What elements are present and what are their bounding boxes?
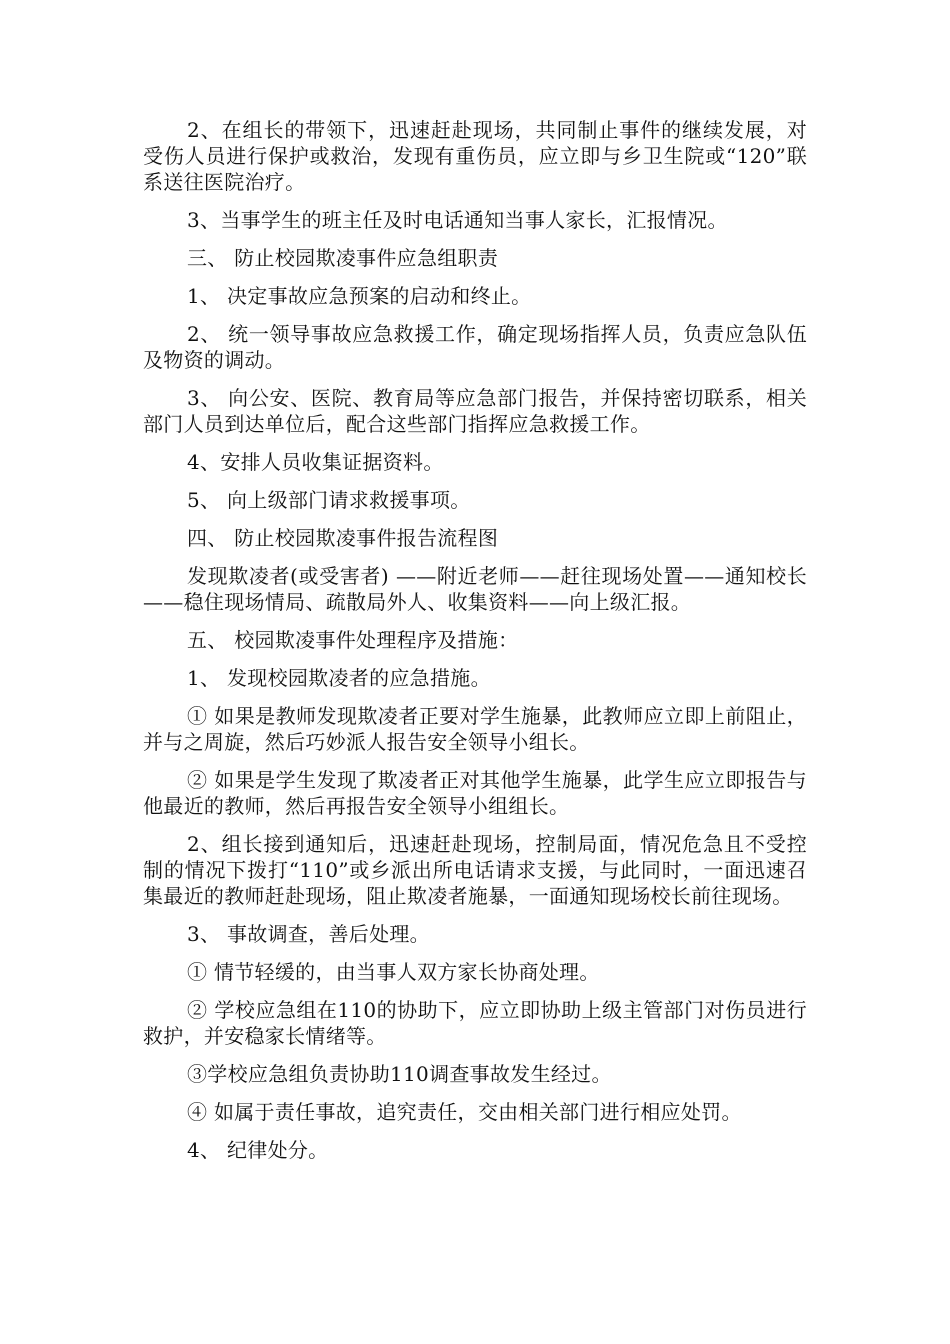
paragraph-21: 4、 纪律处分。 [187,1138,329,1162]
paragraph-5: 2、 统一领导事故应急救援工作，确定现场指挥人员，负责应急队伍及物资的调动。 [143,322,807,372]
paragraph-14: ② 如果是学生发现了欺凌者正对其他学生施暴，此学生应立即报告与他最近的教师，然后再报告安全领导小组组长。 [143,768,807,818]
paragraph-13: ① 如果是教师发现欺凌者正要对学生施暴，此教师应立即上前阻止，并与之周旋，然后巧妙派人报告安全领导小组长。 [143,704,807,754]
paragraph-16: 3、 事故调查，善后处理。 [187,922,430,946]
paragraph-6: 3、 向公安、医院、教育局等应急部门报告，并保持密切联系，相关部门人员到达单位后，配合这些部门指挥应急救援工作。 [143,386,807,436]
paragraph-7: 4、安排人员收集证据资料。 [187,450,444,474]
paragraph-12: 1、 发现校园欺凌者的应急措施。 [187,666,491,690]
section-heading-4: 四、 防止校园欺凌事件报告流程图 [187,526,499,550]
paragraph-2: 3、当事学生的班主任及时电话通知当事人家长，汇报情况。 [187,208,728,232]
paragraph-17: ① 情节轻缓的，由当事人双方家长协商处理。 [187,960,600,984]
paragraph-18: ② 学校应急组在110的协助下，应立即协助上级主管部门对伤员进行救护，并安稳家长情绪等。 [143,998,807,1048]
paragraph-4: 1、 决定事故应急预案的启动和终止。 [187,284,532,308]
flow-description: 发现欺凌者(或受害者) ——附近老师——赶往现场处置——通知校长——稳住现场情局、疏散局外人、收集资料——向上级汇报。 [143,564,807,614]
section-heading-3: 三、 防止校园欺凌事件应急组职责 [187,246,499,270]
document-body [143,117,807,1175]
paragraph-1: 2、在组长的带领下，迅速赶赴现场，共同制止事件的继续发展，对受伤人员进行保护或救治，发现有重伤员，应立即与乡卫生院或“120”联系送往医院治疗。 [143,118,807,194]
paragraph-15: 2、组长接到通知后，迅速赶赴现场，控制局面，情况危急且不受控制的情况下拨打“110”或乡派出所电话请求支援，与此同时，一面迅速召集最近的教师赶赴现场，阻止欺凌者施暴，一面通知现场校长前往现场。 [143,832,807,908]
section-heading-5: 五、 校园欺凌事件处理程序及措施： [187,628,519,652]
paragraph-20: ④ 如属于责任事故，追究责任，交由相关部门进行相应处罚。 [187,1100,742,1124]
paragraph-19: ③学校应急组负责协助110调查事故发生经过。 [187,1062,612,1086]
paragraph-8: 5、 向上级部门请求救援事项。 [187,488,471,512]
